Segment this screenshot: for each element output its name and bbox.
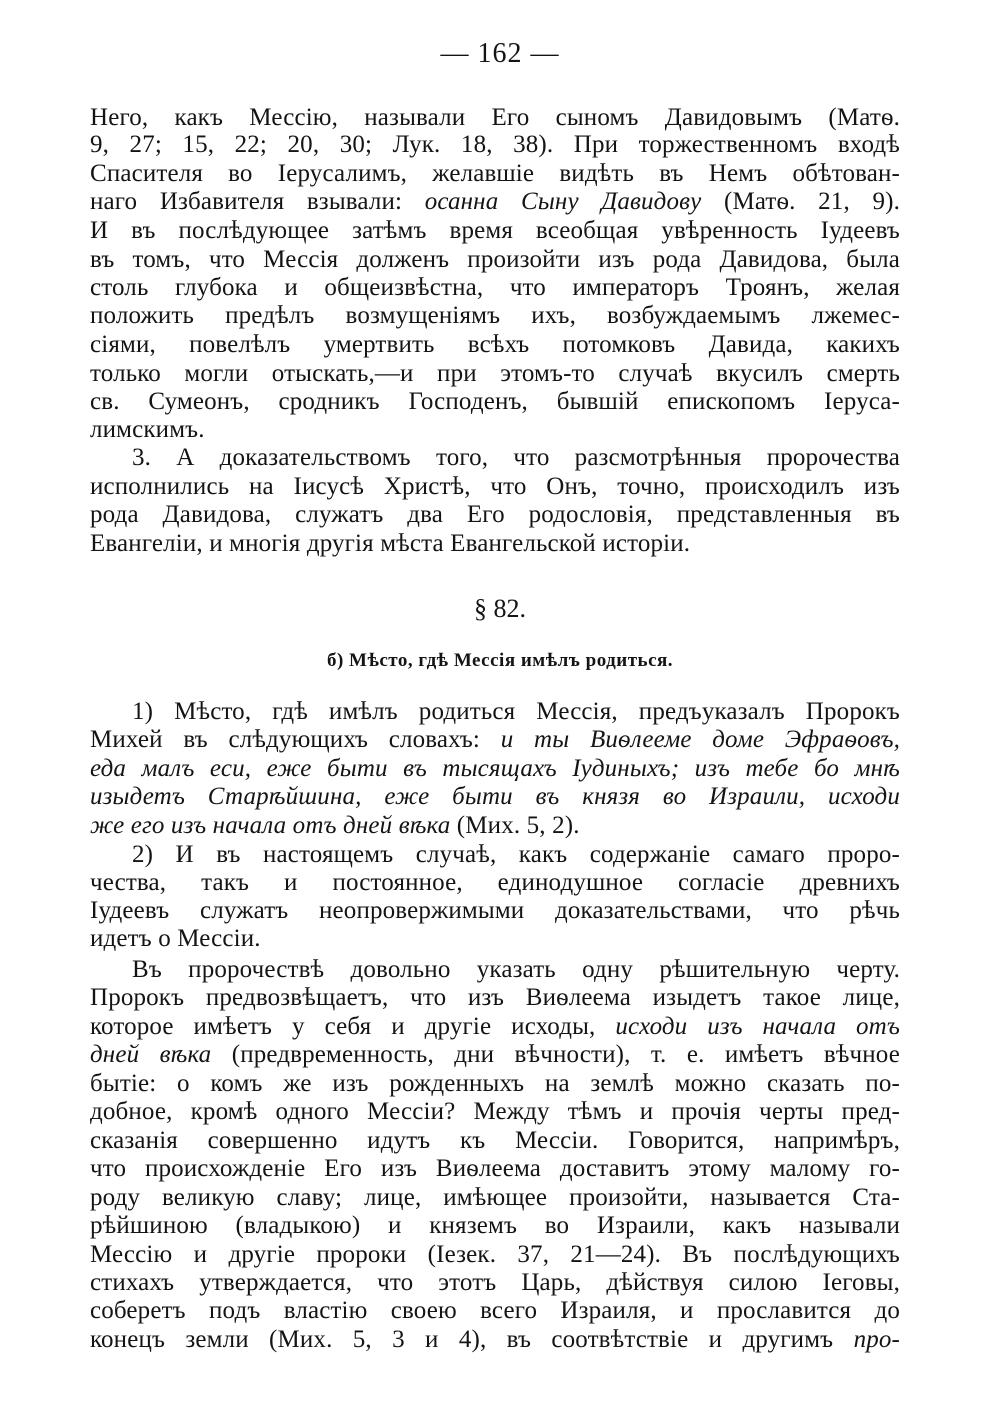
text-line: соберетъ подъ властію своею всего Израиля, и прославится до (90, 1297, 900, 1324)
text-line: сказанія совершенно идутъ къ Мессіи. Говорится, напримѣръ, (90, 1127, 900, 1154)
text-line: 3. А доказательствомъ того, что разсмотрѣнныя пророчества (132, 444, 900, 471)
text-line: Михей въ слѣдующихъ словахъ: и ты Виѳлееме доме Эфраѳовъ, (90, 726, 900, 753)
text-line: въ томъ, что Мессія долженъ произойти изъ рода Давидова, была (90, 246, 900, 273)
text-line: дней вѣка (предвременность, дни вѣчности), т. е. имѣетъ вѣчное (90, 1041, 901, 1068)
text-line: сіями, повелѣлъ умертвить всѣхъ потомковъ Давида, какихъ (90, 331, 900, 358)
text-line: рода Давидова, служатъ два Его родословія, представленныя въ (90, 501, 900, 528)
text-line: Пророкъ предвозвѣщаетъ, что изъ Виѳлеема изыдетъ такое лице, (90, 984, 900, 1011)
text-line: конецъ земли (Мих. 5, 3 и 4), въ соотвѣтствіе и другимъ про- (90, 1326, 900, 1353)
section-heading: § 82. (474, 594, 526, 623)
text-line: Спасителя во Іерусалимъ, желавшіе видѣть въ Немъ обѣтован- (90, 160, 900, 187)
text-line: исполнились на Іисусѣ Христѣ, что Онъ, точно, происходилъ изъ (90, 473, 900, 500)
text-line: которое имѣетъ у себя и другіе исходы, исходи изъ начала отъ (90, 1013, 901, 1040)
text-line: лимскимъ. (90, 416, 205, 443)
text-line: стихахъ утверждается, что этотъ Царь, дѣйствуя силою Іеговы, (90, 1269, 900, 1296)
text-line: только могли отыскать,—и при этомъ-то случаѣ вкусилъ смерть (90, 360, 900, 387)
text-line: 1) Мѣсто, гдѣ имѣлъ родиться Мессія, предъуказалъ Пророкъ (132, 698, 900, 725)
section-subheading: б) Мѣсто, гдѣ Мессія имѣлъ родиться. (326, 650, 674, 671)
text-line: И въ послѣдующее затѣмъ время всеобщая увѣренность Іудеевъ (90, 217, 900, 244)
text-line: идетъ о Мессіи. (90, 925, 261, 952)
text-line: Мессію и другіе пророки (Іезек. 37, 21—24). Въ послѣдующихъ (90, 1241, 900, 1268)
text-line: бытіе: о комъ же изъ рожденныхъ на землѣ можно сказать по- (90, 1070, 900, 1097)
text-line: рѣйшиною (владыкою) и княземъ во Израили, какъ называли (90, 1212, 900, 1239)
text-line: наго Избавителя взывали: осанна Сыну Давидову (Матѳ. 21, 9). (90, 188, 900, 215)
text-line: Него, какъ Мессію, называли Его сыномъ Давидовымъ (Матѳ. (90, 104, 900, 131)
text-line: столь глубока и общеизвѣстна, что императоръ Троянъ, желая (90, 274, 900, 301)
text-line: положить предѣлъ возмущеніямъ ихъ, возбуждаемымъ лжемес- (90, 302, 900, 329)
text-line: Евангеліи, и многія другія мѣста Евангельской исторіи. (90, 530, 691, 557)
text-line: добное, кромѣ одного Мессіи? Между тѣмъ и прочія черты пред- (90, 1098, 900, 1125)
page-number: — 162 — (440, 38, 560, 69)
text-line: изыдетъ Старѣйшина, еже быти въ князя во Израили, исходи (90, 783, 900, 810)
text-line: Іудеевъ служатъ неопровержимыми доказательствами, что рѣчь (90, 897, 900, 924)
text-line: св. Сумеонъ, сродникъ Господенъ, бывшій епископомъ Іеруса- (90, 388, 900, 415)
text-line: что происхожденіе Его изъ Виѳлеема доставитъ этому малому го- (90, 1155, 900, 1182)
text-line: 2) И въ настоящемъ случаѣ, какъ содержаніе самаго проро- (132, 841, 900, 868)
text-line: же его изъ начала отъ дней вѣка (Мих. 5, 2). (90, 812, 580, 839)
text-line: Въ пророчествѣ довольно указать одну рѣшительную черту. (132, 956, 900, 983)
text-line: чества, такъ и постоянное, единодушное согласіе древнихъ (90, 869, 900, 896)
text-line: 9, 27; 15, 22; 20, 30; Лук. 18, 38). При торжественномъ входѣ (90, 131, 900, 158)
text-line: еда малъ еси, еже быти въ тысящахъ Іудиныхъ; изъ тебе бо мнѣ (90, 755, 900, 782)
text-line: роду великую славу; лице, имѣющее произойти, называется Ста- (90, 1184, 900, 1211)
